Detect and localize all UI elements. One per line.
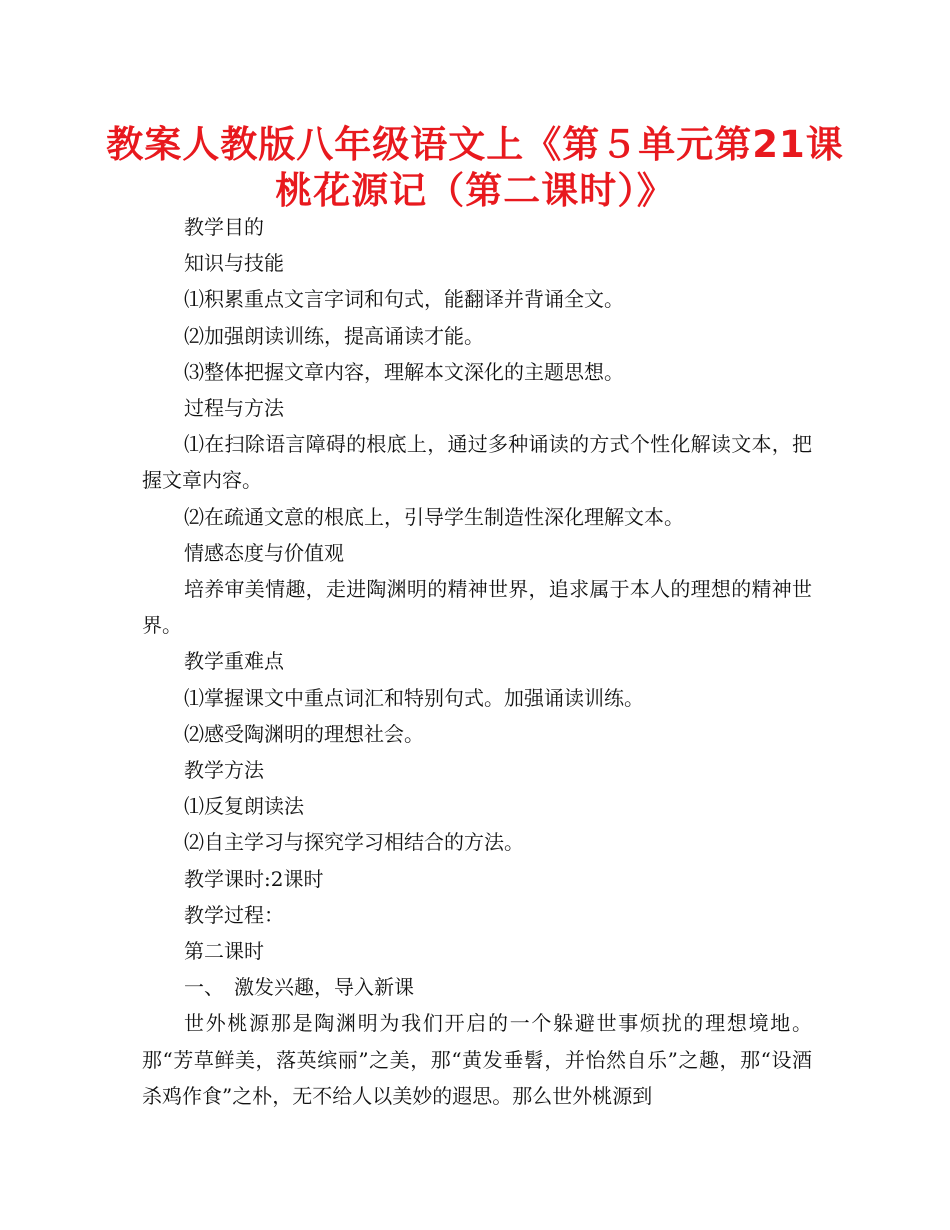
heading-teaching-process: 教学过程： [184,902,284,927]
heading-second-lesson: 第二课时 [184,939,264,964]
document-title: 教案人教版八年级语文上《第５单元第21课桃花源记（第二课时）》 [106,123,844,212]
difficulty-item-1: ⑴掌握课文中重点词汇和特别句式。加强诵读训练。 [184,685,644,710]
section-heading-1: 一、 激发兴趣，导入新课 [184,975,414,1000]
method-item-1: ⑴反复朗读法 [184,794,304,819]
method-item-2: ⑵自主学习与探究学习相结合的方法。 [184,830,524,855]
emotion-values-text: 培养审美情趣，走进陶渊明的精神世界，追求属于本人的理想的精神世界。 [142,577,812,638]
heading-emotion-values: 情感态度与价值观 [184,540,344,565]
class-hours: 教学课时:2课时 [184,866,324,891]
process-item-2: ⑵在疏通文意的根底上，引导学生制造性深化理解文本。 [184,504,684,529]
heading-knowledge-skills: 知识与技能 [184,251,284,276]
intro-paragraph: 世外桃源那是陶渊明为我们开启的一个躲避世事烦扰的理想境地。那“芳草鲜美，落英缤丽”之美，那“黄发垂髫，并怡然自乐”之趣，那“设酒杀鸡作食”之朴，无不给人以美妙的遐思。那么世外桃源到 [142,1011,812,1108]
heading-key-difficulties: 教学重难点 [184,649,284,674]
heading-teaching-methods: 教学方法 [184,758,264,783]
process-item-1: ⑴在扫除语言障碍的根底上，通过多种诵读的方式个性化解读文本，把握文章内容。 [142,432,812,493]
difficulty-item-2: ⑵感受陶渊明的理想社会。 [184,721,424,746]
document-body [142,209,812,1114]
heading-process-methods: 过程与方法 [184,396,284,421]
objective-item-2: ⑵加强朗读训练，提高诵读才能。 [184,323,484,348]
heading-teaching-objectives: 教学目的 [184,215,264,239]
objective-item-1: ⑴积累重点文言字词和句式，能翻译并背诵全文。 [184,287,624,312]
objective-item-3: ⑶整体把握文章内容，理解本文深化的主题思想。 [184,359,624,384]
